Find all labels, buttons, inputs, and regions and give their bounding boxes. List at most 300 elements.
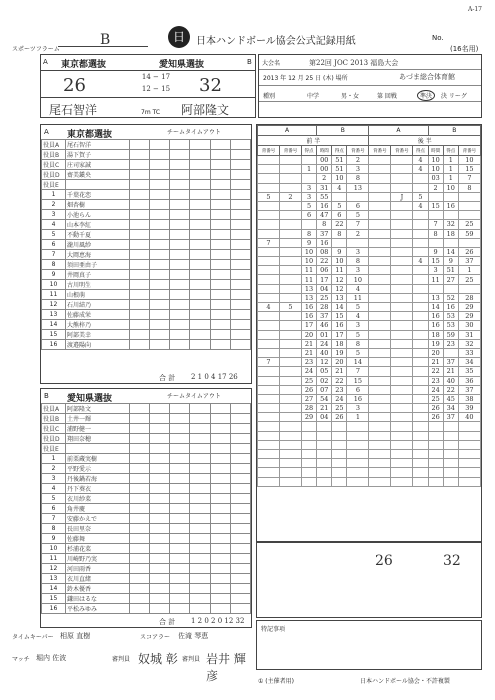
score-cell <box>279 339 301 348</box>
score-cell <box>347 468 369 477</box>
score-cell <box>279 183 301 192</box>
stat-cell <box>170 604 190 614</box>
score-cell <box>458 211 480 220</box>
stat-cell <box>150 140 170 150</box>
score-row <box>258 450 481 459</box>
score-cell: 27 <box>443 275 458 284</box>
stat-cell <box>130 414 150 424</box>
stat-cell <box>210 190 230 200</box>
stat-cell <box>230 444 250 454</box>
sports-label: スポーツフラーム <box>12 46 60 53</box>
stat-cell <box>230 230 250 240</box>
score-cell <box>301 422 316 431</box>
stat-cell <box>230 494 250 504</box>
stat-cell <box>130 424 150 434</box>
score-cell: 22 <box>332 220 347 229</box>
side-b-label: B <box>247 58 252 66</box>
score-cell: 13 <box>332 293 347 302</box>
score-cell: 34 <box>458 358 480 367</box>
score-cell <box>458 192 480 201</box>
score-row <box>258 440 481 449</box>
score-cell: 05 <box>317 367 332 376</box>
score-cell: 24 <box>428 385 443 394</box>
player-name: 畑杏樹 <box>66 200 130 210</box>
score-cell: 37 <box>458 257 480 266</box>
score-cell: 1 <box>458 266 480 275</box>
stat-cell <box>150 320 170 330</box>
stat-cell <box>170 504 190 514</box>
player-name: 衣川紗菜 <box>66 494 130 504</box>
score-cell: 59 <box>458 229 480 238</box>
score-cell <box>413 174 428 183</box>
stat-cell <box>170 494 190 504</box>
stat-cell <box>230 140 250 150</box>
score-cell: 16 <box>332 321 347 330</box>
score-cell <box>391 229 413 238</box>
stat-cell <box>170 554 190 564</box>
score-cell <box>413 229 428 238</box>
stat-cell <box>150 330 170 340</box>
score-cell: 25 <box>428 394 443 403</box>
score-cell <box>413 339 428 348</box>
score-cell: 20 <box>332 358 347 367</box>
score-cell <box>458 440 480 449</box>
stat-cell <box>150 310 170 320</box>
score-cell <box>279 275 301 284</box>
stat-cell <box>190 180 210 190</box>
final-a: 26 <box>375 553 393 569</box>
score-cell <box>458 477 480 486</box>
stat-cell <box>150 424 170 434</box>
score-cell: 31 <box>317 183 332 192</box>
score-cell <box>279 348 301 357</box>
stat-cell <box>230 310 250 320</box>
score-cell: 24 <box>301 367 316 376</box>
score-cell <box>332 422 347 431</box>
stat-cell <box>170 200 190 210</box>
score-row <box>258 303 481 312</box>
stat-cell <box>150 464 170 474</box>
score-cell: 2 <box>279 192 301 201</box>
player-name: 杉浦花菜 <box>66 544 130 554</box>
stat-cell <box>230 584 250 594</box>
player-row <box>42 464 251 474</box>
score-col-header: 得点 <box>443 146 458 156</box>
score-cell: 9 <box>301 238 316 247</box>
player-row <box>42 300 251 310</box>
score-cell <box>391 339 413 348</box>
score-cell <box>347 422 369 431</box>
stat-cell <box>210 484 230 494</box>
player-row <box>42 514 251 524</box>
score-col-header: 背番号 <box>391 146 413 156</box>
score-cell <box>391 238 413 247</box>
score-cell <box>391 312 413 321</box>
score-cell: 15 <box>428 201 443 210</box>
official-name: 齋美鎭央 <box>66 170 130 180</box>
official-role: 役員B <box>42 414 66 424</box>
stat-cell <box>210 534 230 544</box>
score-cell <box>332 192 347 201</box>
stat-cell <box>150 444 170 454</box>
player-number: 9 <box>42 270 66 280</box>
score-cell: 16 <box>443 303 458 312</box>
score-cell: 08 <box>317 247 332 256</box>
score-cell <box>301 431 316 440</box>
score-cell: 9 <box>443 257 458 266</box>
stat-cell <box>130 240 150 250</box>
stat-cell <box>150 210 170 220</box>
stat-cell <box>150 574 170 584</box>
stat-cell <box>170 160 190 170</box>
score-cell: 3 <box>428 266 443 275</box>
player-number: 6 <box>42 504 66 514</box>
stat-cell <box>170 534 190 544</box>
score-cell <box>391 284 413 293</box>
col-b: B <box>317 126 369 136</box>
score-col-header: 背番号 <box>369 146 391 156</box>
stat-cell <box>130 494 150 504</box>
score-cell <box>369 229 391 238</box>
team-b-side: B <box>44 392 49 400</box>
score-cell <box>391 257 413 266</box>
stat-cell <box>170 594 190 604</box>
stat-cell <box>170 574 190 584</box>
score-col-header: 得点 <box>332 146 347 156</box>
score-cell: 5 <box>347 348 369 357</box>
score-cell: 4 <box>332 183 347 192</box>
stat-cell <box>210 434 230 444</box>
stat-cell <box>210 454 230 464</box>
stat-cell <box>170 290 190 300</box>
stat-cell <box>170 150 190 160</box>
score-cell: 5 <box>258 192 280 201</box>
score-cell: 13 <box>428 293 443 302</box>
stat-cell <box>130 270 150 280</box>
score-cell <box>391 321 413 330</box>
score-progression <box>256 124 482 542</box>
score-cell <box>413 431 428 440</box>
stat-cell <box>150 200 170 210</box>
score-cell: 32 <box>458 339 480 348</box>
score-col-header: 背番号 <box>347 146 369 156</box>
stat-cell <box>150 484 170 494</box>
player-name: 千葉花恋 <box>66 190 130 200</box>
stat-cell <box>230 404 250 414</box>
score-cell: 28 <box>301 404 316 413</box>
player-row <box>42 494 251 504</box>
score-cell <box>428 468 443 477</box>
player-row <box>42 524 251 534</box>
score-cell: 07 <box>317 385 332 394</box>
score-cell: 8 <box>301 229 316 238</box>
player-name: 衣川直緒 <box>66 574 130 584</box>
score-cell <box>279 220 301 229</box>
score-cell <box>391 459 413 468</box>
stat-cell <box>130 300 150 310</box>
score-cell <box>443 238 458 247</box>
score-row <box>258 348 481 357</box>
score-cell <box>369 266 391 275</box>
score-cell: 5 <box>332 201 347 210</box>
stat-cell <box>210 340 230 350</box>
stat-cell <box>150 300 170 310</box>
score-cell <box>369 440 391 449</box>
player-name: 鈴木優香 <box>66 584 130 594</box>
stat-cell <box>210 200 230 210</box>
sign-b: 阿部隆文 <box>181 103 230 117</box>
stat-cell <box>130 604 150 614</box>
score-cell <box>413 293 428 302</box>
score-cell <box>279 468 301 477</box>
stat-cell <box>150 270 170 280</box>
stat-cell <box>150 604 170 614</box>
score-cell <box>443 440 458 449</box>
score-col-header: 背番号 <box>279 146 301 156</box>
stat-cell <box>190 300 210 310</box>
score-cell <box>258 385 280 394</box>
stat-cell <box>130 534 150 544</box>
score-cell <box>279 422 301 431</box>
stat-cell <box>170 584 190 594</box>
score-cell: 13 <box>347 183 369 192</box>
score-cell <box>369 321 391 330</box>
kind-label: 種別 <box>263 93 276 100</box>
score-cell <box>258 247 280 256</box>
score-cell <box>347 238 369 247</box>
score-cell <box>279 440 301 449</box>
score-cell <box>413 450 428 459</box>
score-cell: 23 <box>443 339 458 348</box>
score-cell: 53 <box>443 312 458 321</box>
stat-cell <box>190 290 210 300</box>
score-cell <box>413 348 428 357</box>
official-row <box>42 404 251 414</box>
player-name: 大熊梓乃 <box>66 320 130 330</box>
stat-cell <box>170 270 190 280</box>
score-cell <box>369 348 391 357</box>
score-cell: 10 <box>332 257 347 266</box>
score-cell <box>347 477 369 486</box>
score-cell <box>391 275 413 284</box>
score-cell: 29 <box>301 413 316 422</box>
score-cell <box>413 220 428 229</box>
score-cell <box>369 201 391 210</box>
score-col-header: 時間 <box>428 146 443 156</box>
stat-cell <box>150 404 170 414</box>
stat-cell <box>210 240 230 250</box>
remarks-label: 特記事項 <box>261 626 286 633</box>
score-cell: 10 <box>443 183 458 192</box>
score-cell <box>258 404 280 413</box>
score-cell <box>258 431 280 440</box>
score-row <box>258 266 481 275</box>
sports-value: B <box>100 32 111 48</box>
score-cell: 11 <box>301 266 316 275</box>
stat-cell <box>150 160 170 170</box>
score-cell: 21 <box>428 358 443 367</box>
score-cell <box>413 284 428 293</box>
score-cell <box>279 450 301 459</box>
score-cell <box>413 303 428 312</box>
score-cell: 15 <box>458 165 480 174</box>
divider <box>41 70 255 71</box>
score-cell: 11 <box>332 266 347 275</box>
official-role: 役員D <box>42 170 66 180</box>
official-row <box>42 434 251 444</box>
score-cell <box>279 229 301 238</box>
score-cell: 16 <box>428 312 443 321</box>
half1-score: 14 − 17 <box>141 73 171 81</box>
score-cell: 26 <box>301 385 316 394</box>
score-row <box>258 174 481 183</box>
score-cell <box>301 468 316 477</box>
score-cell: 19 <box>428 339 443 348</box>
stat-cell <box>230 484 250 494</box>
score-cell: 16 <box>301 312 316 321</box>
score-cell: 37 <box>317 312 332 321</box>
sports-underline <box>58 46 148 47</box>
score-cell: 8 <box>332 229 347 238</box>
stat-cell <box>130 574 150 584</box>
player-number: 13 <box>42 574 66 584</box>
official-name <box>66 180 130 190</box>
stat-cell <box>150 190 170 200</box>
score-cell <box>391 358 413 367</box>
score-cell: 16 <box>317 201 332 210</box>
score-cell: 37 <box>317 229 332 238</box>
score-cell: 54 <box>317 394 332 403</box>
stat-cell <box>210 494 230 504</box>
score-cell <box>369 385 391 394</box>
score-cell: 47 <box>317 211 332 220</box>
score-cell: 21 <box>317 404 332 413</box>
score-cell <box>443 284 458 293</box>
player-row <box>42 310 251 320</box>
org-label: 日本ハンドボール協会・不許複製 <box>360 678 450 685</box>
score-cell: 15 <box>332 312 347 321</box>
stat-cell <box>170 260 190 270</box>
stat-cell <box>150 220 170 230</box>
score-cell: 06 <box>317 266 332 275</box>
score-cell: 12 <box>317 358 332 367</box>
score-cell: 51 <box>443 266 458 275</box>
score-cell: 19 <box>332 348 347 357</box>
score-cell: 51 <box>332 165 347 174</box>
stat-cell <box>190 160 210 170</box>
score-cell: 2 <box>317 174 332 183</box>
player-row <box>42 604 251 614</box>
score-cell <box>391 330 413 339</box>
score-cell: 40 <box>458 413 480 422</box>
score-row <box>258 293 481 302</box>
player-number: 12 <box>42 300 66 310</box>
stat-cell <box>150 340 170 350</box>
score-cell: 4 <box>347 312 369 321</box>
score-row <box>258 312 481 321</box>
score-cell <box>369 174 391 183</box>
player-row <box>42 574 251 584</box>
score-cell <box>391 413 413 422</box>
stat-cell <box>230 300 250 310</box>
player-number: 14 <box>42 320 66 330</box>
stat-cell <box>130 250 150 260</box>
second-half-label: 後 半 <box>369 136 481 146</box>
score-cell <box>428 422 443 431</box>
stat-cell <box>210 464 230 474</box>
score-cell: 53 <box>443 321 458 330</box>
stat-cell <box>150 554 170 564</box>
score-cell: 46 <box>317 321 332 330</box>
score-cell <box>258 284 280 293</box>
score-cell: 24 <box>317 339 332 348</box>
official-role: 役員B <box>42 150 66 160</box>
score-cell <box>369 431 391 440</box>
score-cell: 17 <box>301 321 316 330</box>
stat-cell <box>210 594 230 604</box>
score-cell: 10 <box>301 257 316 266</box>
score-cell: 5 <box>347 211 369 220</box>
stat-cell <box>150 280 170 290</box>
score-cell <box>279 385 301 394</box>
score-cell <box>258 376 280 385</box>
player-name: 大岡恵海 <box>66 250 130 260</box>
score-cell <box>443 211 458 220</box>
stat-cell <box>190 330 210 340</box>
score-cell <box>258 339 280 348</box>
score-cell: 22 <box>443 385 458 394</box>
ref1-sign: 奴城 彰 <box>138 652 178 666</box>
score-cell: 1 <box>443 156 458 165</box>
score-row <box>258 284 481 293</box>
score-cell <box>279 394 301 403</box>
player-name: 河田雨香 <box>66 564 130 574</box>
stat-cell <box>150 250 170 260</box>
score-cell: 32 <box>443 220 458 229</box>
stat-cell <box>190 200 210 210</box>
round-type: 準決 <box>417 90 435 101</box>
score-row <box>258 321 481 330</box>
score-cell: 4 <box>413 156 428 165</box>
stat-cell <box>190 240 210 250</box>
ref2-label: 審判員 <box>182 656 201 663</box>
stat-cell <box>150 454 170 464</box>
stat-cell <box>230 574 250 584</box>
score-cell <box>279 266 301 275</box>
score-cell <box>258 459 280 468</box>
score-cell <box>347 459 369 468</box>
score-cell: 37 <box>443 413 458 422</box>
stat-cell <box>130 160 150 170</box>
score-row <box>258 275 481 284</box>
score-cell <box>369 312 391 321</box>
score-row <box>258 192 481 201</box>
chief-label: ① (主催者用) <box>258 678 294 685</box>
team-time-label: チームタイムアウト <box>167 393 221 400</box>
stat-cell <box>170 514 190 524</box>
score-cell <box>369 477 391 486</box>
score-cell <box>258 293 280 302</box>
stat-cell <box>210 584 230 594</box>
player-number: 5 <box>42 494 66 504</box>
score-cell <box>413 376 428 385</box>
score-cell <box>413 468 428 477</box>
score-cell: 11 <box>347 293 369 302</box>
stat-cell <box>130 514 150 524</box>
stat-cell <box>130 444 150 454</box>
score-cell: 20 <box>301 330 316 339</box>
score-cell: 6 <box>332 211 347 220</box>
